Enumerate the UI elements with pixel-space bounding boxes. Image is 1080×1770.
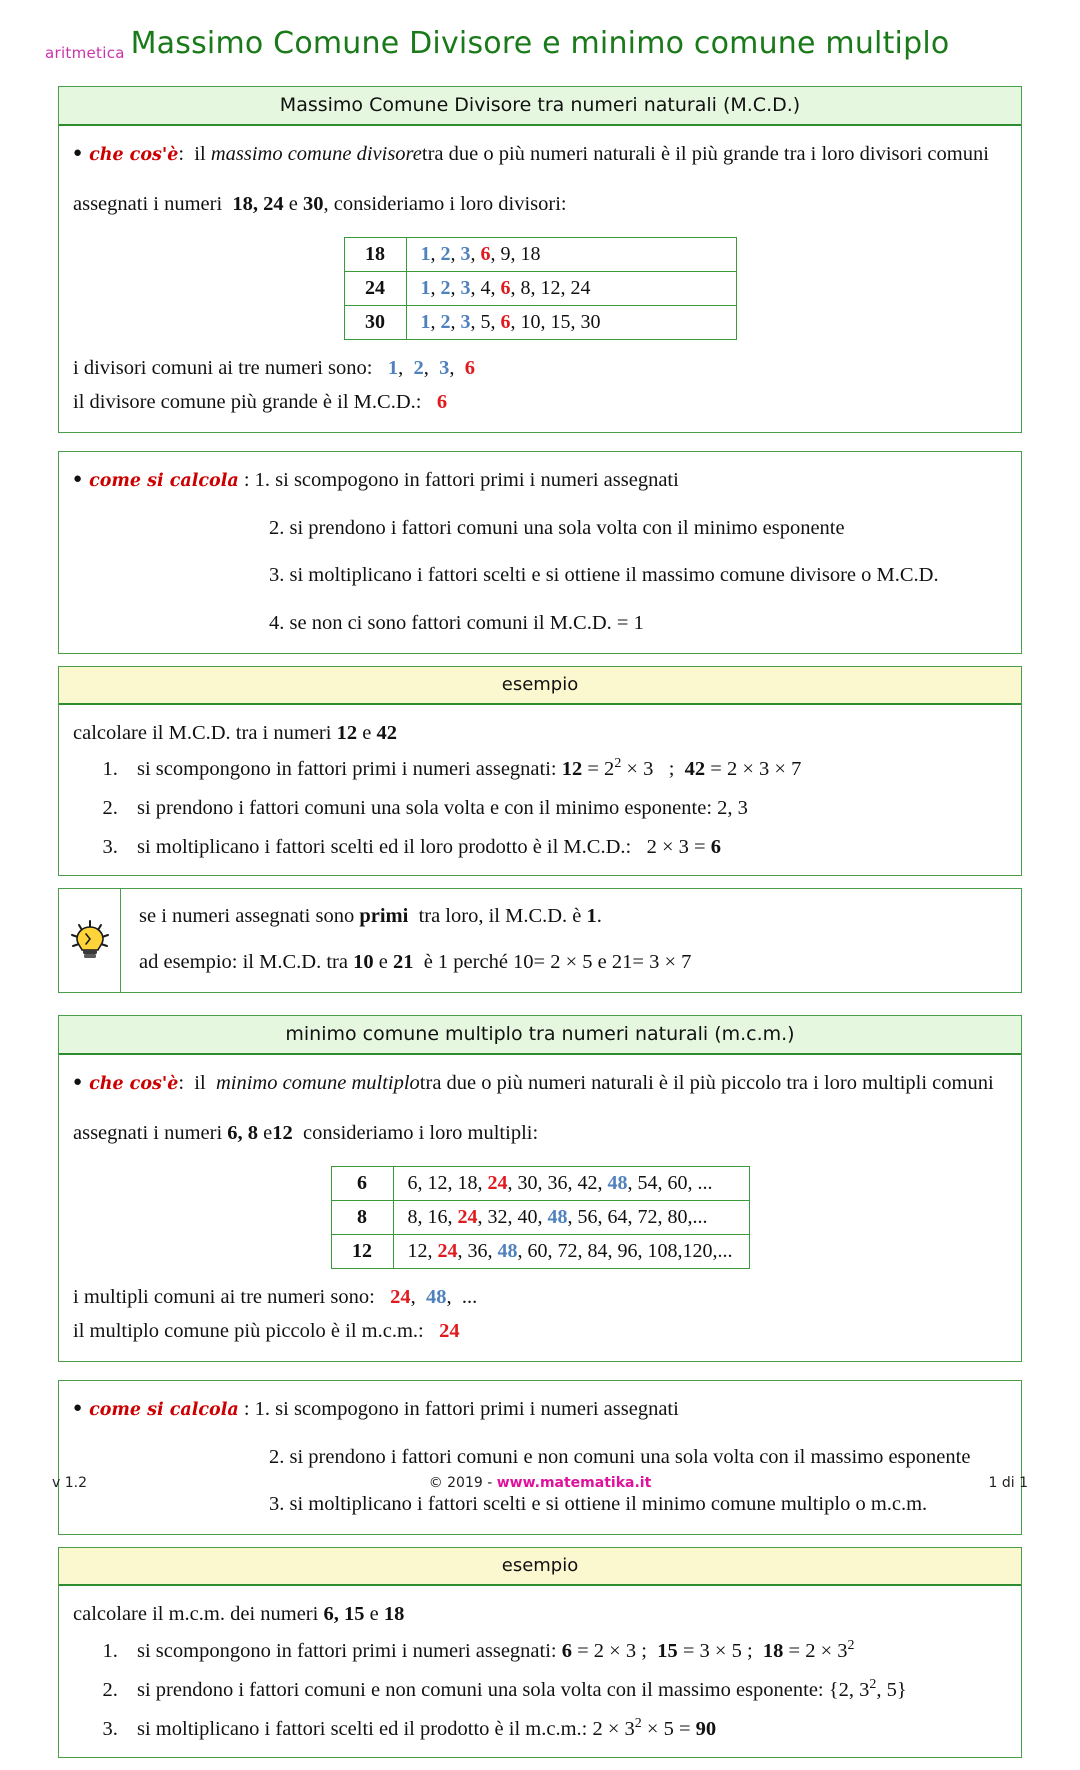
mcd-assignment-suffix: , consideriamo i loro divisori: <box>323 192 567 215</box>
mcd-tip-body <box>121 889 1021 991</box>
list-item <box>123 1676 1007 1702</box>
mcd-common-label: i divisori comuni ai tre numeri sono: <box>73 357 373 380</box>
mcm-example-steps <box>73 1637 1007 1741</box>
page-footer <box>0 1475 1080 1499</box>
mcm-section-box <box>58 1015 1022 1362</box>
mcm-definition-term: minimo comune multiplo <box>215 1071 420 1094</box>
mcm-how-step-1: 1. si scompogono in fattori primi i numeri assegnati <box>254 1397 679 1420</box>
mcd-definition-row <box>73 140 1007 170</box>
mcd-example-intro <box>73 719 1007 749</box>
mcd-example-step-2-text: si prendono i fattori comuni una sola volta e con il minimo esponente: <box>137 797 713 820</box>
mcm-how-keyword: come si calcola <box>89 1399 239 1420</box>
mcd-how-step-2: 2. si prendono i fattori comuni una sola volta con il minimo esponente <box>269 516 845 539</box>
mcd-tip-line2-bold2: 21 <box>392 951 414 974</box>
mcd-example-intro-b: 42 <box>376 721 397 744</box>
mcm-result-label: il multiplo comune più piccolo è il m.c.m.: <box>73 1320 424 1343</box>
mcm-example-step-2-text: si prendono i fattori comuni e non comuni una sola volta con il massimo esponente: <box>137 1678 824 1701</box>
mcm-row-key: 8 <box>331 1201 393 1235</box>
mcd-assignment-row <box>73 190 1007 220</box>
mcd-row-key: 30 <box>344 306 406 340</box>
mcd-common-values: 1, 2, 3, 6 <box>387 357 475 380</box>
mcm-section-band: minimo comune multiplo tra numeri naturali (m.c.m.) <box>59 1016 1021 1055</box>
mcd-definition-before: il <box>194 143 206 165</box>
mcd-assignment-conj: e <box>288 192 298 215</box>
list-item <box>123 1637 1007 1663</box>
mcd-tip-line-2 <box>139 948 1007 978</box>
mcm-example-intro-a: 6, 15 <box>323 1602 365 1625</box>
content-wrapper <box>58 86 1022 1770</box>
footer-url[interactable]: www.matematika.it <box>496 1475 652 1491</box>
mcm-example-intro-prefix: calcolare il m.c.m. dei numeri <box>73 1602 319 1625</box>
footer-copyright-prefix: © 2019 - <box>428 1475 497 1491</box>
mcm-how-body <box>59 1381 1021 1534</box>
mcd-result-line <box>73 388 1007 418</box>
mcd-row-key: 24 <box>344 272 406 306</box>
mcm-example-step-2-math: {2, $3^2$, 5} <box>828 1676 907 1701</box>
mcd-how-body <box>59 452 1021 653</box>
mcd-how-header-row <box>73 466 1007 496</box>
bullet-dot-icon: ● <box>73 1073 83 1090</box>
mcm-definition-row <box>73 1069 1007 1099</box>
mcd-assignment-numbers: 18, 24 <box>232 192 284 215</box>
table-row <box>344 238 736 272</box>
mcd-divisors-table <box>344 237 737 340</box>
mcm-row-values: 6, 12, 18, 24, 30, 36, 42, 48, 54, 60, ... <box>393 1167 749 1201</box>
mcm-example-intro <box>73 1600 1007 1630</box>
table-row <box>331 1201 749 1235</box>
bullet-dot-icon: ● <box>73 145 83 161</box>
mcm-example-box <box>58 1547 1022 1758</box>
page-title: Massimo Comune Divisore e minimo comune multiplo <box>130 26 950 61</box>
mcd-how-box <box>58 451 1022 654</box>
mcd-assignment-prefix: assegnati i numeri <box>73 192 223 215</box>
mcm-how-colon: : <box>243 1397 250 1420</box>
mcm-row-values: 12, 24, 36, 48, 60, 72, 84, 96, 108,120,... <box>393 1235 749 1269</box>
mcd-tip-line2-a: ad esempio: il M.C.D. tra <box>139 951 348 974</box>
mcm-assignment-conj: e <box>263 1121 273 1144</box>
mcm-how-box <box>58 1380 1022 1535</box>
mcd-example-step-2-math: 2, 3 <box>717 797 748 820</box>
mcm-assignment-numbers: 6, 8 <box>227 1121 259 1144</box>
mcd-row-values: 1, 2, 3, 4, 6, 8, 12, 24 <box>406 272 736 306</box>
table-row <box>331 1167 749 1201</box>
bullet-dot-icon: ● <box>73 470 83 487</box>
mcd-definition-term: massimo comune divisore <box>210 143 422 165</box>
mcm-multiples-table <box>331 1166 750 1269</box>
mcm-how-step-3: 3. si moltiplicano i fattori scelti e si ottiene il minimo comune multiplo o m.c.m. <box>269 1493 928 1516</box>
list-item <box>123 836 1007 859</box>
mcd-row-values: 1, 2, 3, 6, 9, 18 <box>406 238 736 272</box>
mcd-how-step-3: 3. si moltiplicano i fattori scelti e si ottiene il massimo comune divisore o M.C.D. <box>269 564 939 587</box>
mcd-section-body <box>59 126 1021 432</box>
mcd-row-values: 1, 2, 3, 5, 6, 10, 15, 30 <box>406 306 736 340</box>
footer-copyright <box>0 1475 1080 1491</box>
mcd-how-keyword: come si calcola <box>89 470 239 491</box>
list-item <box>123 758 1007 781</box>
footer-page-number: 1 di 1 <box>988 1475 1028 1491</box>
mcd-example-band: esempio <box>59 667 1021 705</box>
mcm-assignment-row <box>73 1119 1007 1149</box>
mcm-assignment-prefix: assegnati i numeri <box>73 1121 223 1144</box>
mcd-how-step-4: 4. se non ci sono fattori comuni il M.C.D. = 1 <box>269 612 644 635</box>
table-row <box>331 1235 749 1269</box>
mcd-example-step-3-math: 2 × 3 = 6 <box>646 836 721 859</box>
mcm-section-body <box>59 1055 1021 1361</box>
mcd-example-box <box>58 666 1022 877</box>
page-header <box>0 0 1080 78</box>
mcm-row-values: 8, 16, 24, 32, 40, 48, 56, 64, 72, 80,... <box>393 1201 749 1235</box>
mcm-example-intro-b: 18 <box>383 1602 405 1625</box>
mcd-how-colon: : <box>243 468 250 491</box>
mcm-assignment-suffix: consideriamo i loro multipli: <box>303 1121 539 1144</box>
mcd-example-intro-conj: e <box>362 721 372 744</box>
mcd-example-step-1-math: $12 = 2^2 \times 3$ ; 42 = 2 × 3 × 7 <box>561 756 802 781</box>
mcd-tip-line1-end: . <box>596 905 602 928</box>
mcd-how-step-1: 1. si scompogono in fattori primi i numeri assegnati <box>254 468 679 491</box>
mcd-assignment-last: 30 <box>303 192 324 215</box>
mcd-example-intro-a: 12 <box>336 721 358 744</box>
mcm-definition-colon: : <box>178 1071 185 1094</box>
mcd-result-label: il divisore comune più grande è il M.C.D.: <box>73 391 422 414</box>
mcd-tip-line1-b: tra loro, il M.C.D. è <box>418 905 582 928</box>
mcd-definition-colon: : <box>178 143 185 165</box>
mcd-tip-line-1 <box>139 902 1007 932</box>
mcd-tip-box <box>58 888 1022 992</box>
table-row <box>344 306 736 340</box>
mcm-common-values: 24, 48, ... <box>390 1286 478 1309</box>
list-item <box>123 797 1007 820</box>
mcd-tip-line2-bold1: 10 <box>353 951 374 974</box>
subject-tag: aritmetica <box>45 44 125 62</box>
mcm-example-step-3-text: si moltiplicano i fattori scelti ed il prodotto è il m.c.m.: <box>137 1717 588 1740</box>
mcm-result-value: 24 <box>439 1320 460 1343</box>
mcd-result-value: 6 <box>436 391 448 414</box>
mcm-example-band: esempio <box>59 1548 1021 1586</box>
mcd-section-box <box>58 86 1022 433</box>
footer-version: v 1.2 <box>52 1475 87 1491</box>
mcm-example-step-1-math: 6 = 2 × 3 ; 15 = 3 × 5 ; $18 = 2 \times 3^2$ <box>561 1637 855 1662</box>
mcd-how-steps <box>269 514 1007 639</box>
mcm-example-step-1-text: si scompongono in fattori primi i numeri assegnati: <box>137 1639 557 1662</box>
mcm-result-line <box>73 1317 1007 1347</box>
mcd-tip-line2-conj: e <box>378 951 388 974</box>
mcd-tip-line1-bold2: 1 <box>586 905 597 928</box>
mcm-common-line <box>73 1283 1007 1313</box>
lightbulb-icon <box>59 889 121 991</box>
mcd-definition-keyword: che cos'è <box>89 145 179 165</box>
bullet-dot-icon: ● <box>73 1399 83 1416</box>
mcd-example-step-1-text: si scompongono in fattori primi i numeri assegnati: <box>137 758 557 781</box>
mcd-common-line <box>73 354 1007 384</box>
mcd-row-key: 18 <box>344 238 406 272</box>
mcm-how-header-row <box>73 1395 1007 1425</box>
mcd-example-body <box>59 705 1021 876</box>
mcm-definition-after: tra due o più numeri naturali è il più piccolo tra i loro multipli comuni <box>419 1071 994 1094</box>
mcd-definition-after: tra due o più numeri naturali è il più grande tra i loro divisori comuni <box>421 143 989 165</box>
mcm-row-key: 6 <box>331 1167 393 1201</box>
mcm-row-key: 12 <box>331 1235 393 1269</box>
mcm-how-step-2: 2. si prendono i fattori comuni e non comuni una sola volta con il massimo esponente <box>269 1445 971 1468</box>
mcm-definition-before: il <box>194 1071 206 1094</box>
mcd-example-intro-prefix: calcolare il M.C.D. tra i numeri <box>73 721 332 744</box>
table-row <box>344 272 736 306</box>
mcd-tip-line1-bold: primi <box>359 905 409 928</box>
list-item <box>123 1715 1007 1741</box>
mcm-example-body <box>59 1586 1021 1757</box>
mcd-example-step-3-text: si moltiplicano i fattori scelti ed il loro prodotto è il M.C.D.: <box>137 836 632 859</box>
mcd-section-band: Massimo Comune Divisore tra numeri naturali (M.C.D.) <box>59 87 1021 126</box>
mcd-example-steps <box>73 758 1007 859</box>
mcm-assignment-last: 12 <box>272 1121 293 1144</box>
mcm-example-step-3-math: $2 \times 3^2 \times 5 = 90$ <box>592 1715 717 1740</box>
mcm-example-intro-conj: e <box>369 1602 379 1625</box>
mcm-common-label: i multipli comuni ai tre numeri sono: <box>73 1286 375 1309</box>
mcd-tip-line2-b: è 1 perché 10= 2 × 5 e 21= 3 × 7 <box>423 951 692 974</box>
mcd-tip-line1-a: se i numeri assegnati sono <box>139 905 355 928</box>
mcm-definition-keyword: che cos'è <box>89 1073 179 1094</box>
